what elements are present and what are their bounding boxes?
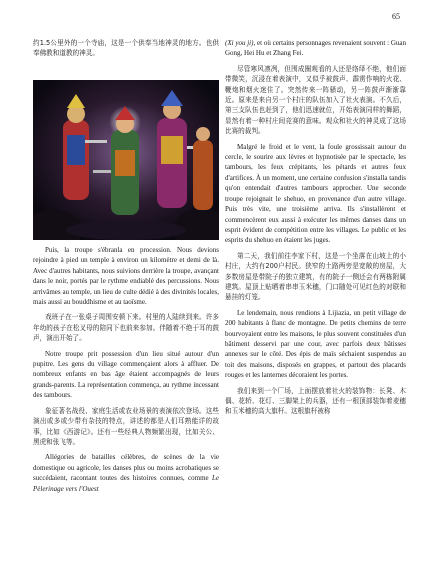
right-p1-italic: (Xi you ji) [225, 39, 254, 47]
left-paragraph-3-fr: Notre troupe prit possession d'un lieu situé autour d'un pupitre. Les gens du village commençaient alors à affluer. De nombreux enfants en bas âge étaient accompagnés de leurs grands-parents. La représentation commença, au rythme incessant des tambours. [33, 349, 219, 400]
left-column-body [33, 245, 219, 499]
left-intro-zh: 约1.5公里外的一个寺庙，这是一个供奉当地神灵的地方。也供奉佛教和道教的神灵。 [33, 39, 219, 58]
right-paragraph-1-fr [225, 38, 406, 59]
page-number: 65 [392, 12, 400, 21]
left-paragraph-5-fr [33, 452, 219, 494]
right-paragraph-2-zh: 尽管寒风凛冽，但围成圈观看的人还是络绎不绝，他们面带微笑，沉浸在着表演中，又似乎被鼓声、霹雳作响的火花、鞭炮和烟火迷住了。突然传来一阵骚动，另一阵鼓声渐渐靠近。原来是来自另一个村庄的队伍加入了社火表演。不久后，第三支队伍也赶到了，他们迅速就位，开始表演同样的舞蹈，显然有着一种村庄间竞赛的意味。观众和社火的神灵成了这场比赛的裁判。 [225, 64, 406, 136]
right-column [225, 38, 406, 422]
left-column [33, 38, 219, 64]
right-paragraph-6-zh: 我们来到一个厂场，上面摆放着社火的装饰物：长凳、木偶、花轿、花灯、三脚架上的兵器，还有一根顶部装饰着麦穗和玉米穗的高大旗杆。这根旗杆被称 [225, 386, 406, 416]
left-paragraph-2-zh: 戏班子在一张桌子周围安顿下来。村里的人陆续到来。许多年幼的孩子在松叉母的陪同下也前来参加。伴随着不绝于耳的鼓声，演出开始了。 [33, 313, 219, 343]
left-p5-text: Allégories de batailles célèbres, de scènes de la vie domestique ou agricole, les danses plus ou moins acrobatiques se succédaient, racontant toutes des histoires connues, comme [33, 453, 219, 483]
left-paragraph-1-fr: Puis, la troupe s'ébranla en procession. Nous devions rejoindre à pied un temple à environ un kilomètre et demi de là. Avec d'autres habitants, nous suivions derrière la troupe, avançant dans le noir, portés par le rythme endiablé des percussions. Nous arrivâmes au temple, un lieu de culte dédié à des divinités locales, mais aussi au bouddhisme et au taoïsme. [33, 246, 219, 307]
right-paragraph-4-zh: 第二天，我们前往李家下村，这是一个坐落在山坡上的小村庄，大约有200户村民。狭窄的土路两旁是宽敞的房屋，大多数房屋是带院子的独立建筑，有的院子一侧还会有两栋附属建筑。屋顶上贴晒着串串玉米穗，门口随处可见红色的对联和悬挂的灯笼。 [225, 251, 406, 302]
left-paragraph-4-zh: 象征著名战役、家庭生活或农业场景的表演依次登场。这些演出或多或少带有杂技的特点，讲述的都是人们耳熟能详的故事，比如《西游记》。还有一些经典人物频繁出现，比如关公、黑虎和张飞等。 [33, 406, 219, 446]
left-p5-italic: Le Pèlerinage vers l'Ouest [33, 474, 219, 493]
performance-photo [33, 80, 219, 240]
right-paragraph-5-fr: Le lendemain, nous rendions à Lijiazia, un petit village de 200 habitants à flanc de montagne. De petits chemins de terre bourvoyaient entre les maisons, le plus souvent constituées d'un bâtiment desservi par une cour, avec parfois deux bâtisses annexes sur le côté. Des épis de maïs séchaient suspendus au toit des maisons, disposés en grappes, et partout des placards rouges et les lanternes décoraient les portes. [225, 308, 406, 380]
right-paragraph-3-fr: Malgré le froid et le vent, la foule grossissait autour du cercle, le sourire aux lèvres et hypnotisée par le spectacle, les tambours, les feux crépitants, les pétards et autres feux d'artifices. À un moment, une certaine confusion s'installa tandis qu'on entendait d'autres tambours approcher. Une seconde troupe rejoignait le shehuo, en provenance d'un autre village. Puis très vite, une troisième arriva. Ils s'installèrent et commencèrent eux aussi à exécuter les mêmes danses dans un esprit évident de compétition entre les villages. Le public et les esprits du shehuo en étaient les juges. [225, 142, 406, 245]
right-p1-text: , et où certains personnages revenaient souvent : Guan Gong, Hei Hu et Zhang Fei. [225, 39, 406, 58]
